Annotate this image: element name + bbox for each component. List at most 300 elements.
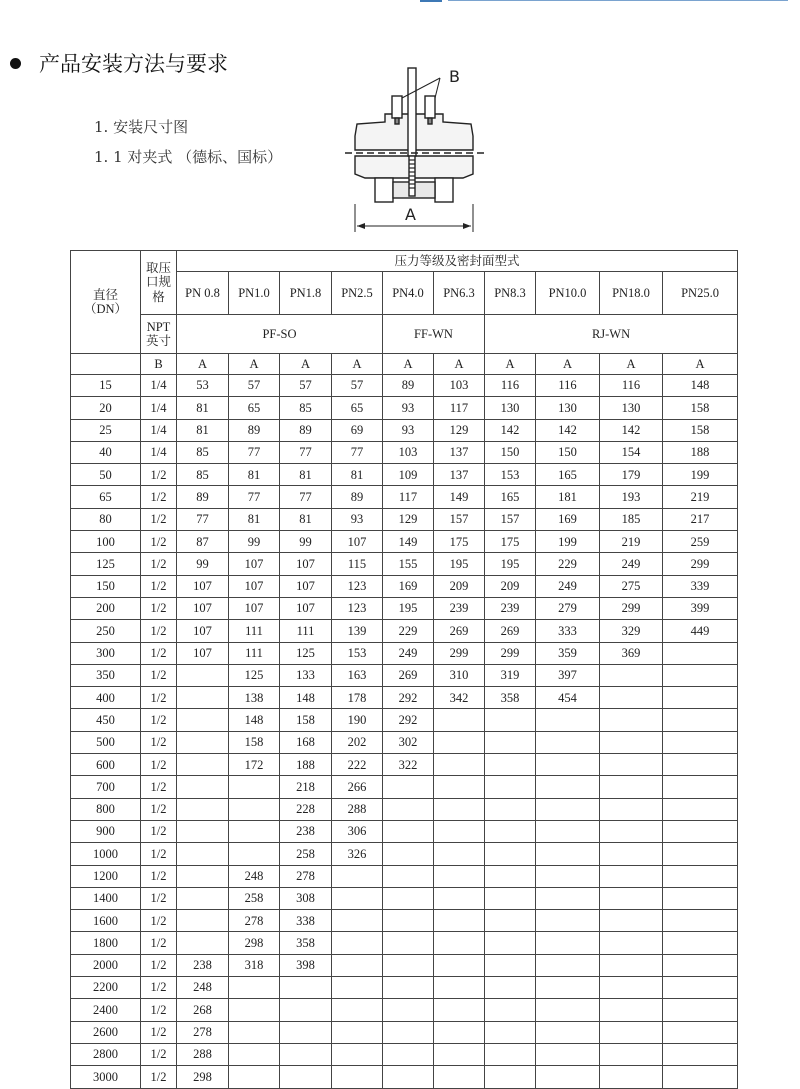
dimension-cell: 81 — [229, 464, 280, 486]
dimension-cell — [536, 776, 600, 798]
dimension-cell: 219 — [600, 531, 663, 553]
dimension-cell — [434, 954, 485, 976]
dimension-cell: 269 — [383, 664, 434, 686]
dimension-cell: 238 — [177, 954, 229, 976]
dimension-cell: 339 — [663, 575, 738, 597]
dn-cell: 1000 — [71, 843, 141, 865]
dim-a-header: A — [229, 354, 280, 375]
dimension-cell — [229, 977, 280, 999]
table-row — [71, 620, 738, 642]
dimension-cell: 229 — [383, 620, 434, 642]
dimension-cell: 169 — [383, 575, 434, 597]
dimension-cell: 248 — [229, 865, 280, 887]
pressure-class-header: PN25.0 — [663, 272, 738, 315]
table-row — [71, 441, 738, 463]
dimension-cell — [600, 1043, 663, 1065]
dimension-cell: 81 — [280, 508, 332, 530]
dimension-cell: 249 — [536, 575, 600, 597]
dimension-cell — [485, 1066, 536, 1088]
dimension-cell — [485, 977, 536, 999]
dimension-cell — [434, 843, 485, 865]
tap-size-cell: 1/2 — [141, 642, 177, 664]
tap-size-header: 取压口规格 — [141, 251, 177, 315]
pressure-class-header: PN1.8 — [280, 272, 332, 315]
dimension-cell: 125 — [229, 664, 280, 686]
dimension-cell: 148 — [229, 709, 280, 731]
dimension-cell: 109 — [383, 464, 434, 486]
dimension-cell: 81 — [177, 419, 229, 441]
table-row — [71, 754, 738, 776]
dimension-cell: 179 — [600, 464, 663, 486]
tap-size-cell: 1/2 — [141, 999, 177, 1021]
dim-b-header: B — [141, 354, 177, 375]
dim-a-header: A — [332, 354, 383, 375]
dn-header — [71, 251, 141, 354]
tap-size-cell: 1/2 — [141, 709, 177, 731]
dimension-cell — [383, 932, 434, 954]
dimension-cell — [485, 754, 536, 776]
dimension-cell — [536, 843, 600, 865]
dn-cell: 25 — [71, 419, 141, 441]
dim-a-header: A — [177, 354, 229, 375]
dimension-cell: 259 — [663, 531, 738, 553]
dimension-cell: 107 — [229, 553, 280, 575]
dimension-cell: 57 — [280, 375, 332, 397]
dimension-cell: 359 — [536, 642, 600, 664]
dimension-cell: 258 — [229, 887, 280, 909]
dim-a-header: A — [434, 354, 485, 375]
table-row — [71, 553, 738, 575]
dimension-cell — [663, 1043, 738, 1065]
dimension-cell: 278 — [280, 865, 332, 887]
dimension-cell: 107 — [177, 620, 229, 642]
dn-cell: 450 — [71, 709, 141, 731]
dimension-cell — [600, 754, 663, 776]
face-type-header: RJ-WN — [485, 315, 738, 354]
dimension-cell — [434, 887, 485, 909]
dimension-cell — [280, 1021, 332, 1043]
dimension-cell: 239 — [434, 597, 485, 619]
dimension-cell — [663, 954, 738, 976]
table-row — [71, 575, 738, 597]
dimension-cell — [177, 776, 229, 798]
dimension-cell: 175 — [434, 531, 485, 553]
dimension-cell: 142 — [600, 419, 663, 441]
tap-size-cell: 1/2 — [141, 1066, 177, 1088]
dimension-cell — [663, 709, 738, 731]
dimension-cell: 308 — [280, 887, 332, 909]
dimension-cell: 81 — [229, 508, 280, 530]
dimension-cell — [663, 820, 738, 842]
dimension-cell: 358 — [280, 932, 332, 954]
dimension-cell: 158 — [663, 397, 738, 419]
dimension-cell: 202 — [332, 731, 383, 753]
dimension-cell — [485, 776, 536, 798]
tap-size-cell: 1/2 — [141, 486, 177, 508]
dn-cell: 350 — [71, 664, 141, 686]
dimension-cell: 157 — [434, 508, 485, 530]
dn-cell: 2600 — [71, 1021, 141, 1043]
blank-header-cell — [71, 354, 141, 375]
dimension-cell: 319 — [485, 664, 536, 686]
dimension-cell: 153 — [485, 464, 536, 486]
subtitle-install-dimensions: 1. 安装尺寸图 — [94, 118, 189, 136]
dimension-cell: 190 — [332, 709, 383, 731]
dimension-cell — [485, 798, 536, 820]
pressure-class-header: PN18.0 — [600, 272, 663, 315]
tap-size-cell: 1/2 — [141, 531, 177, 553]
dimension-cell — [177, 798, 229, 820]
dimension-cell — [332, 865, 383, 887]
pressure-class-header: PN8.3 — [485, 272, 536, 315]
dimension-cell: 107 — [280, 597, 332, 619]
table-row — [71, 776, 738, 798]
dimension-cell: 168 — [280, 731, 332, 753]
tap-size-cell: 1/2 — [141, 508, 177, 530]
dimension-cell: 199 — [536, 531, 600, 553]
dimension-cell: 268 — [177, 999, 229, 1021]
dimension-cell: 288 — [177, 1043, 229, 1065]
dn-header-label: 直径 — [92, 287, 118, 302]
tap-size-cell: 1/2 — [141, 464, 177, 486]
dimension-cell: 77 — [177, 508, 229, 530]
dimension-cell — [332, 1043, 383, 1065]
dimension-cell — [434, 798, 485, 820]
dimension-cell — [280, 999, 332, 1021]
dimension-cell: 199 — [663, 464, 738, 486]
dim-a-header: A — [485, 354, 536, 375]
dimension-cell — [600, 999, 663, 1021]
dimension-cell: 85 — [177, 464, 229, 486]
dimension-cell: 130 — [485, 397, 536, 419]
dimension-cell — [383, 776, 434, 798]
dimension-cell — [332, 999, 383, 1021]
tap-size-cell: 1/2 — [141, 553, 177, 575]
dimension-cell: 398 — [280, 954, 332, 976]
dimension-cell: 107 — [332, 531, 383, 553]
dn-cell: 100 — [71, 531, 141, 553]
dimension-cell — [600, 932, 663, 954]
dimension-cell: 89 — [177, 486, 229, 508]
dimension-cell: 217 — [663, 508, 738, 530]
dimension-cell — [229, 1043, 280, 1065]
dimension-cell: 266 — [332, 776, 383, 798]
dimension-cell: 77 — [229, 486, 280, 508]
dimension-cell — [600, 865, 663, 887]
dimension-cell: 99 — [280, 531, 332, 553]
dimension-cell — [434, 754, 485, 776]
dimension-cell: 57 — [332, 375, 383, 397]
dimension-cell: 138 — [229, 687, 280, 709]
dimension-cell: 298 — [229, 932, 280, 954]
dimension-cell — [663, 1021, 738, 1043]
dimension-cell: 397 — [536, 664, 600, 686]
dimension-cell: 399 — [663, 597, 738, 619]
dimension-cell: 111 — [280, 620, 332, 642]
dimension-cell — [434, 910, 485, 932]
dimension-cell: 292 — [383, 687, 434, 709]
tap-size-cell: 1/2 — [141, 820, 177, 842]
dimension-cell — [332, 910, 383, 932]
dn-cell: 1600 — [71, 910, 141, 932]
dimension-cell — [229, 798, 280, 820]
dimension-cell — [600, 776, 663, 798]
dimension-cell — [536, 887, 600, 909]
dimension-cell — [485, 865, 536, 887]
tap-size-cell: 1/4 — [141, 375, 177, 397]
dimension-cell — [434, 977, 485, 999]
dimension-cell: 195 — [383, 597, 434, 619]
dimension-cell — [600, 954, 663, 976]
dimension-cell: 249 — [383, 642, 434, 664]
dimension-cell: 69 — [332, 419, 383, 441]
dimension-cell: 358 — [485, 687, 536, 709]
dimension-cell — [434, 731, 485, 753]
dn-cell: 80 — [71, 508, 141, 530]
dimension-cell — [332, 1021, 383, 1043]
dimension-cell — [229, 843, 280, 865]
table-row — [71, 1066, 738, 1088]
dimension-cell: 116 — [536, 375, 600, 397]
dn-cell: 1400 — [71, 887, 141, 909]
dimension-cell — [383, 999, 434, 1021]
tap-size-cell: 1/4 — [141, 397, 177, 419]
dimension-cell — [383, 798, 434, 820]
dimension-cell — [434, 999, 485, 1021]
dimension-cell: 228 — [280, 798, 332, 820]
dimension-cell: 117 — [383, 486, 434, 508]
dimension-cell — [280, 977, 332, 999]
dimension-cell — [434, 865, 485, 887]
table-row — [71, 910, 738, 932]
dn-cell: 2800 — [71, 1043, 141, 1065]
dimension-cell: 299 — [485, 642, 536, 664]
dimension-cell: 188 — [280, 754, 332, 776]
dimension-cell: 139 — [332, 620, 383, 642]
dimension-cell: 165 — [485, 486, 536, 508]
dimension-cell: 181 — [536, 486, 600, 508]
dimension-cell — [536, 977, 600, 999]
tap-size-cell: 1/2 — [141, 1043, 177, 1065]
dimension-cell: 299 — [600, 597, 663, 619]
dimension-cell: 87 — [177, 531, 229, 553]
dimension-cell: 99 — [177, 553, 229, 575]
dimension-cell: 369 — [600, 642, 663, 664]
dimension-cell: 188 — [663, 441, 738, 463]
tap-size-cell: 1/2 — [141, 932, 177, 954]
dn-cell: 40 — [71, 441, 141, 463]
dimension-cell: 158 — [229, 731, 280, 753]
dn-cell: 2400 — [71, 999, 141, 1021]
dn-cell: 600 — [71, 754, 141, 776]
dimension-cell — [383, 843, 434, 865]
dimension-cell — [485, 1021, 536, 1043]
dimension-cell: 449 — [663, 620, 738, 642]
tap-size-cell: 1/2 — [141, 597, 177, 619]
dimension-cell: 454 — [536, 687, 600, 709]
dimension-cell: 99 — [229, 531, 280, 553]
dimension-cell — [663, 887, 738, 909]
dimension-cell: 89 — [229, 419, 280, 441]
dimension-cell — [485, 731, 536, 753]
dimension-cell: 53 — [177, 375, 229, 397]
table-row — [71, 687, 738, 709]
dimension-cell — [600, 1066, 663, 1088]
table-row — [71, 642, 738, 664]
dimension-cell — [332, 977, 383, 999]
dimension-cell: 219 — [663, 486, 738, 508]
dimension-cell: 195 — [485, 553, 536, 575]
dn-cell: 65 — [71, 486, 141, 508]
dimension-cell — [383, 977, 434, 999]
dimension-cell: 163 — [332, 664, 383, 686]
dimension-cell: 154 — [600, 441, 663, 463]
diagram-label-a: A — [405, 205, 416, 224]
dimension-cell: 107 — [280, 553, 332, 575]
dimension-cell: 155 — [383, 553, 434, 575]
dimension-cell: 292 — [383, 709, 434, 731]
tap-size-cell: 1/2 — [141, 776, 177, 798]
dn-cell: 50 — [71, 464, 141, 486]
dimension-cell — [485, 887, 536, 909]
dimension-cell — [600, 977, 663, 999]
dimension-cell: 129 — [383, 508, 434, 530]
dimension-cell: 209 — [434, 575, 485, 597]
dn-cell: 300 — [71, 642, 141, 664]
tap-size-cell: 1/4 — [141, 419, 177, 441]
dimension-cell — [663, 977, 738, 999]
dimension-cell: 165 — [536, 464, 600, 486]
dimension-cell — [485, 1043, 536, 1065]
dn-cell: 15 — [71, 375, 141, 397]
dimension-cell: 278 — [177, 1021, 229, 1043]
tap-size-cell: 1/2 — [141, 954, 177, 976]
dimension-cell: 107 — [229, 575, 280, 597]
dimension-cell: 149 — [434, 486, 485, 508]
dimension-cell — [177, 687, 229, 709]
dimension-cell: 65 — [229, 397, 280, 419]
dimension-cell: 195 — [434, 553, 485, 575]
dimension-cell: 137 — [434, 441, 485, 463]
dimension-cell — [177, 932, 229, 954]
dimension-cell — [177, 664, 229, 686]
dimension-cell — [332, 887, 383, 909]
dimension-cell — [536, 820, 600, 842]
dimension-cell: 153 — [332, 642, 383, 664]
tap-size-cell: 1/4 — [141, 441, 177, 463]
dimension-cell: 333 — [536, 620, 600, 642]
dimension-cell — [485, 932, 536, 954]
dimension-cell — [177, 731, 229, 753]
table-row — [71, 1043, 738, 1065]
dimension-cell — [663, 754, 738, 776]
dimension-cell — [434, 1021, 485, 1043]
dimension-cell — [229, 999, 280, 1021]
dimension-cell: 111 — [229, 620, 280, 642]
dimension-cell: 103 — [434, 375, 485, 397]
dimension-cell: 306 — [332, 820, 383, 842]
tap-size-cell: 1/2 — [141, 887, 177, 909]
dimension-cell: 302 — [383, 731, 434, 753]
table-row — [71, 932, 738, 954]
dimension-cell: 65 — [332, 397, 383, 419]
dimension-cell: 175 — [485, 531, 536, 553]
dimension-cell — [177, 709, 229, 731]
dimension-cell — [177, 843, 229, 865]
dimension-table — [70, 250, 738, 1089]
dimension-cell: 279 — [536, 597, 600, 619]
dimension-cell: 338 — [280, 910, 332, 932]
diagram-label-b: B — [449, 67, 460, 86]
dimension-cell — [663, 843, 738, 865]
dimension-cell: 117 — [434, 397, 485, 419]
dimension-cell: 81 — [177, 397, 229, 419]
tap-size-cell: 1/2 — [141, 865, 177, 887]
dimension-cell — [663, 664, 738, 686]
dimension-cell: 169 — [536, 508, 600, 530]
dimension-cell — [536, 1021, 600, 1043]
dn-cell: 3000 — [71, 1066, 141, 1088]
top-rule-line — [448, 0, 788, 1]
dimension-cell: 125 — [280, 642, 332, 664]
dimension-cell: 185 — [600, 508, 663, 530]
table-row — [71, 999, 738, 1021]
dimension-cell — [485, 910, 536, 932]
dimension-cell — [663, 865, 738, 887]
dimension-cell — [383, 820, 434, 842]
dimension-cell: 137 — [434, 464, 485, 486]
dn-cell: 700 — [71, 776, 141, 798]
dimension-cell: 342 — [434, 687, 485, 709]
dimension-cell — [434, 1043, 485, 1065]
dimension-cell: 85 — [280, 397, 332, 419]
subtitle-wafer-type: 1. 1 对夹式 （德标、国标） — [94, 148, 283, 166]
dimension-cell: 81 — [280, 464, 332, 486]
dimension-cell — [383, 887, 434, 909]
dn-cell: 125 — [71, 553, 141, 575]
dimension-cell — [485, 843, 536, 865]
table-row — [71, 597, 738, 619]
dn-cell: 2000 — [71, 954, 141, 976]
table-row — [71, 709, 738, 731]
tap-size-cell: 1/2 — [141, 798, 177, 820]
pressure-class-header: PN2.5 — [332, 272, 383, 315]
dimension-cell — [536, 709, 600, 731]
dn-cell: 20 — [71, 397, 141, 419]
table-row — [71, 798, 738, 820]
face-type-header: FF-WN — [383, 315, 485, 354]
dimension-cell: 298 — [177, 1066, 229, 1088]
dimension-cell — [383, 910, 434, 932]
dimension-cell: 93 — [332, 508, 383, 530]
top-accent-line — [420, 0, 442, 2]
dimension-cell — [536, 865, 600, 887]
dimension-cell — [536, 910, 600, 932]
dimension-cell — [600, 887, 663, 909]
dn-cell: 1800 — [71, 932, 141, 954]
dimension-cell — [600, 843, 663, 865]
dimension-cell: 89 — [332, 486, 383, 508]
dimension-cell: 238 — [280, 820, 332, 842]
dimension-cell: 81 — [332, 464, 383, 486]
dn-cell: 200 — [71, 597, 141, 619]
dimension-cell: 107 — [177, 642, 229, 664]
dimension-cell — [600, 664, 663, 686]
dimension-cell — [536, 954, 600, 976]
dimension-cell: 148 — [280, 687, 332, 709]
dimension-cell — [663, 642, 738, 664]
dimension-cell: 158 — [280, 709, 332, 731]
